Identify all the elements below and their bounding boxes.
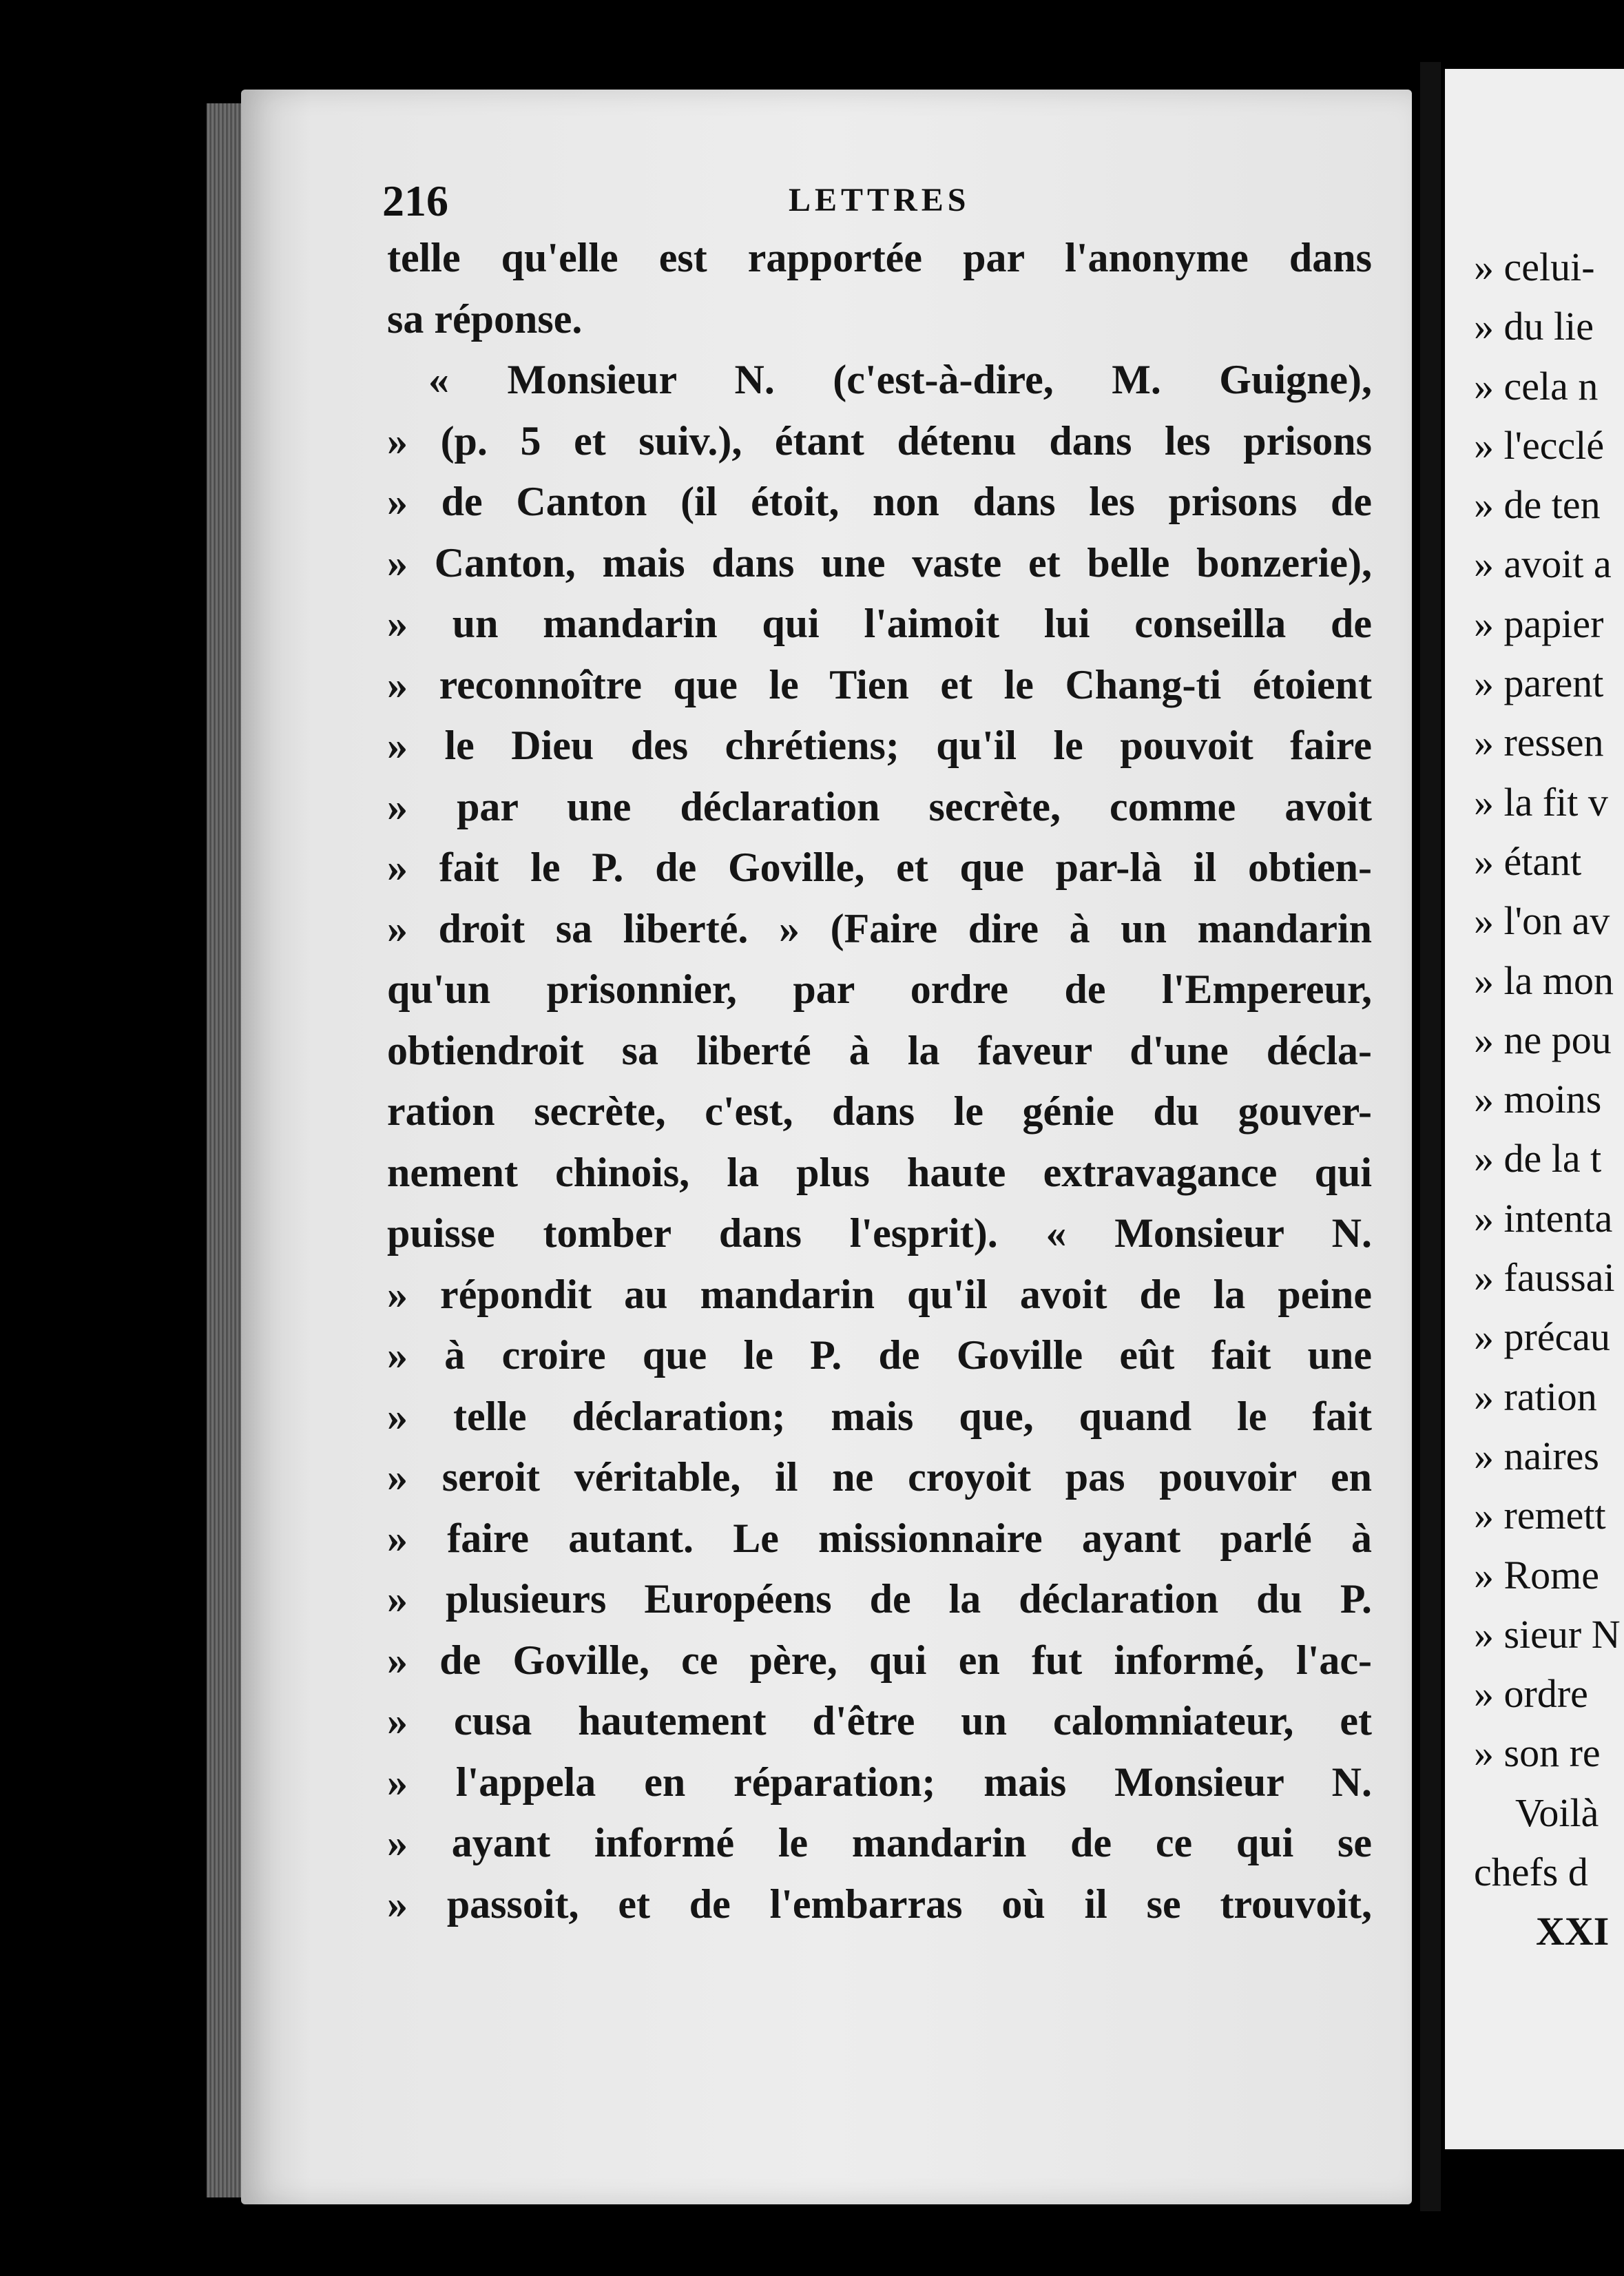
text-line: » du lie — [1474, 304, 1594, 349]
page-header — [382, 176, 1374, 224]
text-line: sa réponse. — [387, 296, 583, 342]
text-line: » de Canton (il étoit, non dans les prisons de — [387, 479, 1372, 524]
text-line: Voilà — [1515, 1790, 1599, 1835]
text-line: » papier — [1474, 601, 1604, 646]
text-line: » son re — [1474, 1730, 1601, 1776]
text-line: » ordre — [1474, 1671, 1588, 1717]
text-line: » celui- — [1474, 245, 1595, 289]
text-line: » ne pou — [1474, 1017, 1612, 1062]
text-line: » l'on av — [1474, 898, 1610, 944]
text-line: » à croire que le P. de Goville eût fait une — [387, 1332, 1372, 1378]
text-line: » intenta — [1474, 1195, 1613, 1241]
text-line: » un mandarin qui l'aimoit lui conseilla de — [387, 601, 1372, 646]
book-gutter — [1420, 62, 1441, 2211]
text-line: » l'appela en réparation; mais Monsieur N. — [387, 1759, 1372, 1805]
text-line: » passoit, et de l'embarras où il se trouvoit, — [387, 1881, 1372, 1927]
text-line: » ayant informé le mandarin de ce qui se — [387, 1820, 1372, 1865]
text-line: » répondit au mandarin qu'il avoit de la peine — [387, 1271, 1372, 1317]
text-line: » la mon — [1474, 958, 1614, 1003]
text-line: » précau — [1474, 1314, 1611, 1360]
text-line: » reconnoître que le Tien et le Chang-ti étoient — [387, 661, 1372, 707]
text-line: nement chinois, la plus haute extravagance qui — [387, 1149, 1372, 1195]
text-line: puisse tomber dans l'esprit). « Monsieur N. — [387, 1210, 1372, 1256]
text-line: » faussai — [1474, 1255, 1615, 1301]
text-line: » droit sa liberté. » (Faire dire à un mandarin — [387, 905, 1372, 951]
text-line: » le Dieu des chrétiens; qu'il le pouvoit faire — [387, 723, 1372, 768]
text-line: » de Goville, ce père, qui en fut informé, l'ac- — [387, 1637, 1372, 1683]
text-line: » seroit véritable, il ne croyoit pas pouvoir en — [387, 1454, 1372, 1500]
text-line: » telle déclaration; mais que, quand le fait — [387, 1393, 1372, 1439]
text-line: » Rome — [1474, 1552, 1600, 1597]
text-line: » cusa hautement d'être un calomniateur, et — [387, 1698, 1372, 1744]
text-line: » de la t — [1474, 1136, 1602, 1181]
page-number: 216 — [382, 176, 448, 225]
text-line: » par une déclaration secrète, comme avoit — [387, 783, 1372, 829]
right-page-text — [1474, 238, 1624, 1962]
signature-mark: XXI — [1536, 1909, 1610, 1954]
running-head: LETTRES — [789, 182, 970, 218]
text-line: » avoit a — [1474, 541, 1612, 587]
text-line: » plusieurs Européens de la déclaration du P. — [387, 1576, 1372, 1622]
text-line: » moins — [1474, 1077, 1602, 1122]
text-line: « Monsieur N. (c'est-à-dire, M. Guigne), — [428, 357, 1372, 402]
text-line: » de ten — [1474, 482, 1601, 528]
text-line: obtiendroit sa liberté à la faveur d'une décla- — [387, 1027, 1372, 1073]
text-line: » ration — [1474, 1374, 1597, 1419]
text-line: » étant — [1474, 838, 1582, 884]
text-line: telle qu'elle est rapportée par l'anonyme dans — [387, 235, 1372, 280]
text-line: » Canton, mais dans une vaste et belle bonzerie), — [387, 539, 1372, 586]
text-line: » ressen — [1474, 720, 1604, 765]
text-line: » l'ecclé — [1474, 422, 1605, 468]
text-line: » (p. 5 et suiv.), étant détenu dans les prisons — [387, 417, 1372, 464]
text-line: ration secrète, c'est, dans le génie du gouver- — [387, 1088, 1372, 1134]
text-line: » sieur N — [1474, 1611, 1621, 1657]
text-line: » parent — [1474, 661, 1604, 706]
text-line: » la fit v — [1474, 779, 1608, 825]
text-line: » faire autant. Le missionnaire ayant parlé à — [387, 1515, 1372, 1561]
text-line: chefs d — [1474, 1850, 1588, 1895]
text-line: » cela n — [1474, 363, 1599, 408]
text-line: » remett — [1474, 1493, 1606, 1538]
text-line: qu'un prisonnier, par ordre de l'Empereur, — [387, 966, 1372, 1012]
text-line: » fait le P. de Goville, et que par-là il obtien- — [387, 845, 1372, 890]
text-line: » naires — [1474, 1433, 1599, 1478]
left-page-text — [387, 227, 1372, 1934]
